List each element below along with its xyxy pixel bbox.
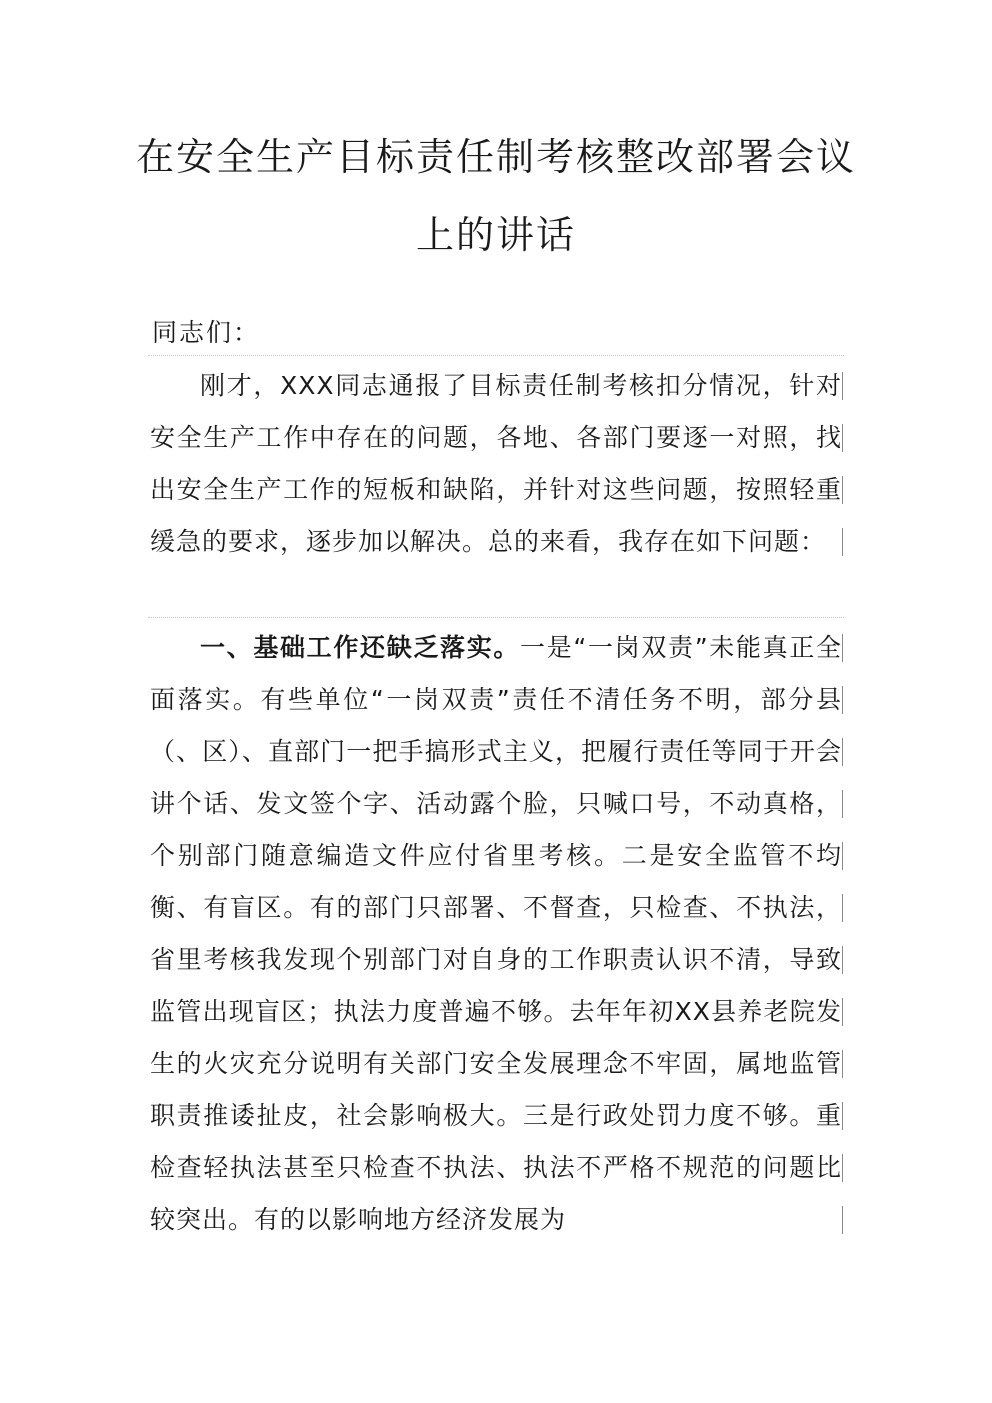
margin-mark <box>842 738 843 766</box>
margin-mark <box>842 1154 843 1182</box>
margin-mark <box>842 998 843 1026</box>
document-title-line-2: 上的讲话 <box>415 213 576 257</box>
margin-mark <box>842 842 843 870</box>
margin-mark <box>842 894 843 922</box>
salutation: 同志们： <box>152 318 261 347</box>
section-body: 一是“一岗双责”未能真正全面落实。有些单位“一岗双责”责任不清任务不明，部分县（、区）、直部门一把手搞形式主义，把履行责任等同于开会讲个话、发文签个字、活动露个脸，只喊口号，不动真格，个别部门随意编造文件应付省里考核。二是安全监管不均衡、有盲区。有的部门只部署、不督查，只检查、不执法，省里考核我发现个别部门对自身的工作职责认识不清，导致监管出现盲区；执法力度普遍不够。去年年初XX县养老院发生的火灾充分说明有关部门安全发展理念不牢固，属地监管职责推诿扯皮，社会影响极大。三是行政处罚力度不够。重检查轻执法甚至只检查不执法、执法不严格不规范的问题比较突出。有的以影响地方经济发展为 <box>150 633 842 1234</box>
margin-mark <box>842 686 843 714</box>
paragraph-section-one <box>150 622 842 1246</box>
margin-mark <box>842 1206 843 1234</box>
margin-mark <box>842 1050 843 1078</box>
paragraph-intro: 刚才，XXX同志通报了目标责任制考核扣分情况，针对安全生产工作中存在的问题，各地、各部门要逐一对照，找出安全生产工作的短板和缺陷，并针对这些问题，按照轻重缓急的要求，逐步加以解决。总的来看，我存在如下问题： <box>150 371 842 556</box>
document-title-line-1: 在安全生产目标责任制考核整改部署会议 <box>135 135 856 179</box>
paragraph-divider <box>148 617 844 618</box>
margin-mark <box>842 1102 843 1130</box>
margin-mark <box>842 946 843 974</box>
margin-mark <box>842 790 843 818</box>
paragraph-divider <box>148 355 844 356</box>
margin-mark <box>842 476 843 504</box>
margin-mark <box>842 634 843 662</box>
margin-mark <box>842 372 843 400</box>
section-heading: 一、基础工作还缺乏落实。 <box>200 633 521 662</box>
margin-mark <box>842 424 843 452</box>
margin-mark <box>842 528 843 556</box>
